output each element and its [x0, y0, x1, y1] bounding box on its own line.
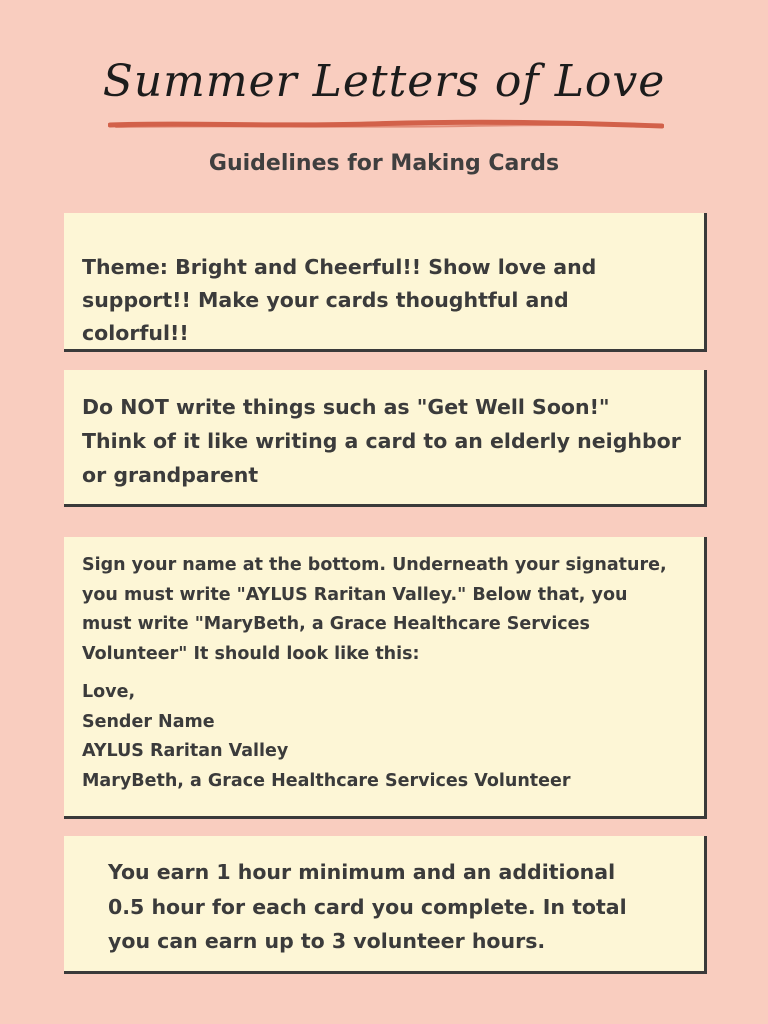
example-line: Love,	[82, 682, 136, 702]
example-line: Sender Name	[82, 711, 215, 732]
instruction-line: Sign your name at the bottom. Underneath your signature,	[82, 555, 667, 575]
title-underline	[108, 118, 664, 132]
do-not-text	[82, 390, 686, 492]
theme-card	[64, 213, 707, 352]
theme-line: colorful!!	[82, 321, 189, 345]
hours-text	[108, 855, 686, 959]
instruction-line: must write "MaryBeth, a Grace Healthcare Services	[82, 614, 590, 634]
instruction-line: you must write "AYLUS Raritan Valley." Below that, you	[82, 584, 628, 605]
instruction-line: Volunteer" It should look like this:	[82, 643, 420, 664]
signature-instructions	[82, 551, 686, 669]
theme-text	[82, 251, 686, 350]
title-block	[0, 52, 768, 142]
page-title: Summer Letters of Love	[102, 56, 666, 107]
hours-line: You earn 1 hour minimum and an additional	[108, 860, 616, 884]
page-subtitle: Guidelines for Making Cards	[208, 151, 560, 176]
do-not-card	[64, 370, 707, 507]
hours-line: 0.5 hour for each card you complete. In total	[108, 894, 627, 919]
theme-line: support!! Make your cards thoughtful and	[82, 288, 569, 312]
theme-line: Theme: Bright and Cheerful!! Show love and	[82, 255, 597, 279]
do-not-line: Do NOT write things such as "Get Well Soon!"	[82, 395, 610, 419]
do-not-line: or grandparent	[82, 463, 259, 487]
hours-card	[64, 836, 707, 974]
example-line: AYLUS Raritan Valley	[82, 741, 289, 761]
signature-example	[82, 678, 686, 796]
signature-card	[64, 537, 707, 819]
do-not-line: Think of it like writing a card to an elderly neighbor	[82, 429, 681, 453]
hours-line: you can earn up to 3 volunteer hours.	[108, 929, 546, 953]
example-line: MaryBeth, a Grace Healthcare Services Volunteer	[82, 770, 571, 791]
